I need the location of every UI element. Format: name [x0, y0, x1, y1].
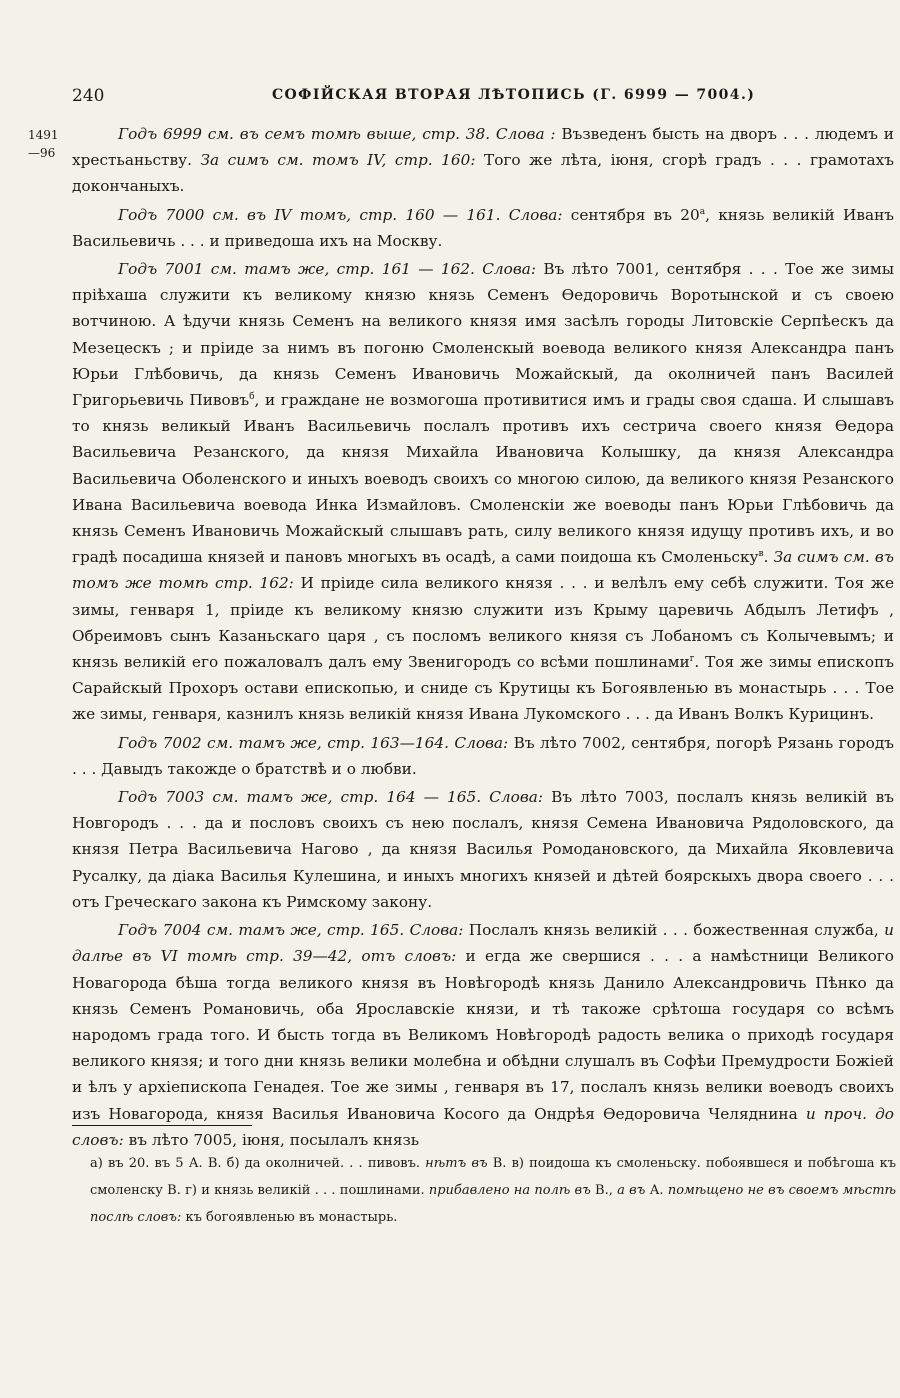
text-run: Въ лѣто 7002, сентября, погорѣ Рязань городъ . . . Давыдъ такожде о братствѣ и о любви.	[72, 733, 894, 778]
paragraph	[72, 121, 894, 200]
text-run: Въ лѣто 7001, сентября . . . Тое же зимы пріѣхаша служити къ великому князю князь Семенъ Ѳедоровичь Воротынской и съ своею вотчиною. А ѣдучи князь Семенъ на великого князя имя засѣлъ городы Литовскіе Серпѣескъ да Мезецескъ ; и пріиде за нимъ въ погоню Смоленскый воевода великого князя Александра панъ Юрьи Глѣбовичь, да князь Семенъ Ивановичь Можайскый, да околничей панъ Василей Григорьевичь Пивовъ	[72, 260, 894, 410]
reference-text: нѣтъ въ	[425, 1156, 488, 1171]
text-run: .	[763, 548, 774, 567]
text-run: Послалъ князь великій . . . божественная служба,	[463, 921, 885, 940]
reference-text: За симъ см. въ томъ же томѣ стр. 162:	[72, 548, 894, 593]
text-run: а) въ 20. въ 5 А. В. б) да околничей. . . пивовъ.	[90, 1156, 426, 1171]
text-run: сентября въ 20	[562, 205, 700, 224]
reference-text: и проч. до словъ:	[72, 1104, 894, 1149]
body-text	[72, 121, 894, 1155]
footnote-marker: а	[699, 206, 706, 217]
reference-text: а въ	[617, 1183, 646, 1198]
paragraph	[72, 202, 894, 254]
margin-year-top: 1491	[28, 128, 59, 142]
text-run: Того же лѣта, іюня, сгорѣ градъ . . . грамотахъ докончаныхъ.	[72, 151, 895, 196]
text-run: А.	[645, 1183, 668, 1198]
text-run: , князь великій Иванъ Васильевичь . . . и приведоша ихъ на Москву.	[72, 205, 894, 250]
reference-text: прибавлено на полѣ въ	[428, 1183, 591, 1198]
margin-year-note	[28, 126, 70, 162]
paragraph	[72, 784, 894, 915]
text-run: , и граждане не возмогоша противитися имъ и грады своя сдаша. И слышавъ то князь великый Иванъ Васильевичь послалъ противъ ихъ сестрича своего князя Ѳедора Васильевича Резанского, да князя Михайла Ивановича Колышку, да князя Александра Васильевича Оболенского и иныхъ воеводъ своихъ со многою силою, да великого князя Резанского Ивана Васильевича воевода Инка Измайловъ. Смоленскіи же воеводы панъ Юрьи Глѣбовичь да князь Семенъ Ивановичь Можайскый слышавъ рать, силу великого князя идущу противъ ихъ, и во градѣ посадиша князей и пановъ многыхъ въ осадѣ, а сами поидоша къ Смоленьску	[72, 391, 894, 567]
text-run: и егда же свершися . . . а намѣстници Великого Новагорода бѣша тогда великого князя въ Новѣгородѣ князь Данило Александровичь Пѣнко да князь Семенъ Романовичь, оба Ярославскіе князи, и тѣ такоже срѣтоша государя со всѣмъ народомъ града того. И бысть тогда въ Великомъ Новѣгородѣ радость велика о приходѣ государя великого князя; и того дни князь велики молебна и обѣдни слушалъ въ Софѣи Премудрости Божіей и ѣлъ у архіепископа Генадея. Тое же зимы , генваря въ 17, послалъ князь велики воеводъ своихъ изъ Новагорода, князя Василья Ивановича Косого да Ондрѣя Ѳедоровича Челяднина	[72, 947, 895, 1123]
footnote-rule	[72, 1125, 252, 1126]
reference-text: помѣщено не въ своемъ мѣстѣ послѣ словъ:	[90, 1183, 896, 1225]
margin-year-bottom: —96	[28, 146, 56, 160]
text-run: В.,	[590, 1183, 618, 1198]
reference-text: и далѣе въ VI томѣ стр. 39—42, отъ словъ:	[72, 921, 894, 966]
reference-text: Годъ 7004 см. тамъ же, стр. 165. Слова:	[118, 921, 464, 940]
footnote-text	[90, 1150, 896, 1231]
text-run: В. в) поидоша къ смоленьску. побоявшеся и побѣгоша къ смоленску В. г) и князь великій . . . пошлинами.	[90, 1156, 896, 1198]
text-run: Въ лѣто 7003, послалъ князь великій въ Новгородъ . . . да и пословъ своихъ съ нею послалъ, князя Семена Ивановича Рядоловского, да князя Петра Васильевича Нагово , да князя Василья Ромодановского, да Михайла Яковлевича Русалку, да діака Василья Кулешина, и иныхъ многихъ князей и дѣтей боярскыхъ двора своего . . . отъ Греческаго закона къ Римскому закону.	[72, 788, 894, 911]
text-run: . Тоя же зимы епископъ Сарайскый Прохоръ остави епископью, и сниде съ Крутицы къ Богоявленью въ монастырь . . . Тое же зимы, генваря, казнилъ князь великій князя Ивана Лукомского . . . да Иванъ Волкъ Курицинъ.	[72, 653, 895, 724]
paragraph	[72, 917, 894, 1153]
paragraph	[72, 256, 894, 728]
reference-text: Годъ 7003 см. тамъ же, стр. 164 — 165. Слова:	[118, 788, 544, 807]
footnote-marker: б	[249, 391, 255, 402]
text-run: въ лѣто 7005, іюня, посылалъ князь	[123, 1130, 420, 1149]
footnote-marker: г	[689, 653, 695, 664]
text-run: Възведенъ бысть на дворъ . . . людемъ и хрестьаньству.	[72, 125, 894, 170]
page-header	[72, 86, 894, 110]
reference-text: Годъ 6999 см. въ семъ томѣ выше, стр. 38. Слова :	[118, 125, 556, 143]
footnotes	[90, 1150, 896, 1231]
reference-text: За симъ см. томъ IV, стр. 160:	[200, 151, 476, 170]
page-number: 240	[72, 86, 105, 106]
reference-text: Годъ 7001 см. тамъ же, стр. 161 — 162. Слова:	[118, 260, 537, 279]
footnote-marker: в	[758, 549, 764, 560]
reference-text: Годъ 7000 см. въ IV томъ, стр. 160 — 161. Слова:	[118, 205, 563, 224]
paragraph	[72, 730, 894, 782]
reference-text: Годъ 7002 см. тамъ же, стр. 163—164. Слова:	[118, 733, 509, 752]
text-run: къ богоявленью въ монастырь.	[181, 1210, 398, 1225]
text-run: И пріиде сила великого князя . . . и велѣлъ ему себѣ служити. Тоя же зимы, генваря 1, пріиде къ великому князю служити изъ Крыму царевичь Абдылъ Летифъ , Обреимовъ сынъ Казаньскаго царя , съ посломъ великого князя съ Лобаномъ съ Колычевымъ; и князь великій его пожаловалъ далъ ему Звенигородъ со всѣми пошлинами	[72, 574, 894, 672]
running-head: СОФІЙСКАЯ ВТОРАЯ ЛѢТОПИСЬ (Г. 6999 — 7004.)	[272, 87, 756, 103]
